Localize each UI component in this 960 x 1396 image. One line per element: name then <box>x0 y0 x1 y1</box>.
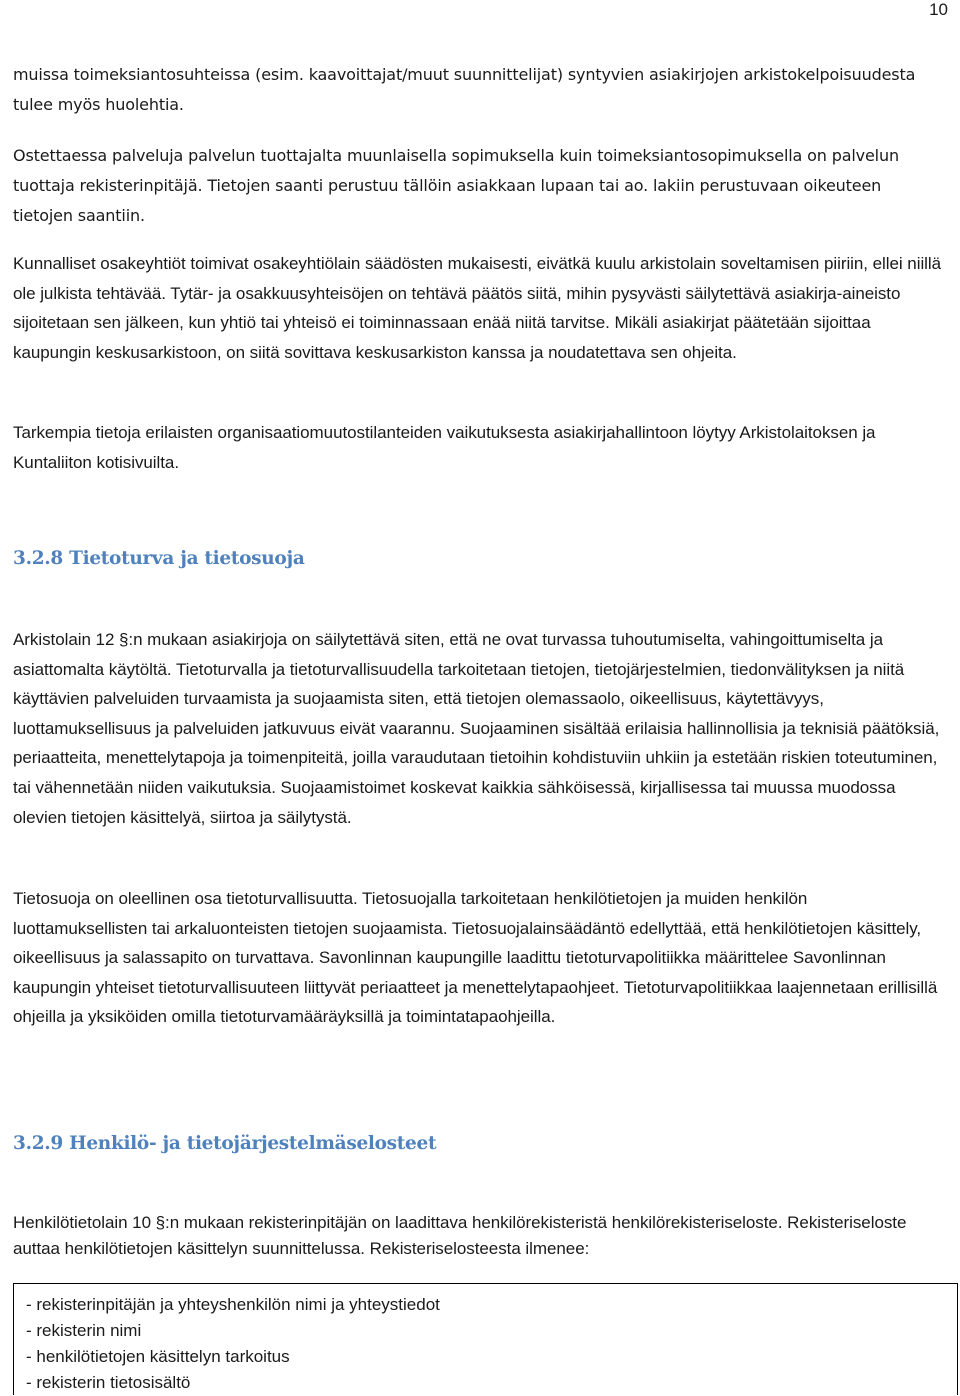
paragraph-personal-data-act: Henkilötietolain 10 §:n mukaan rekisterinpitäjän on laadittava henkilörekisteristä henkilörekisteriseloste. Rekisteriseloste auttaa henkilötietojen käsittelyn suunnittelussa. Rekisteriselosteesta ilmenee: <box>13 1213 907 1258</box>
register-contents-list <box>14 1284 957 1396</box>
list-item: - henkilötietojen käsittelyn tarkoitus <box>26 1347 290 1366</box>
list-item: - rekisterinpitäjän ja yhteyshenkilön nimi ja yhteystiedot <box>26 1295 440 1314</box>
paragraph-municipal-companies: Kunnalliset osakeyhtiöt toimivat osakeyhtiölain säädösten mukaisesti, eivätkä kuulu arkistolain soveltamisen piiriin, ellei niillä ole julkista tehtävää. Tytär- ja osakkuusyhteisöjen on tehtävä päätös siitä, mihin pysyvästi säilytettävä asiakirja-aineisto sijoitetaan sen jälkeen, kun yhtiö tai yhteisö ei toiminnassaan enää niitä tarvitse. Mikäli asiakirjat päätetään sijoittaa kaupungin keskusarkistoon, on siitä sovittava keskusarkiston kanssa ja noudatettava sen ohjeita. <box>13 254 942 362</box>
register-contents-box <box>13 1283 958 1395</box>
list-item: - rekisterin tietosisältö <box>26 1373 191 1392</box>
paragraph-data-protection: Tietosuoja on oleellinen osa tietoturvallisuutta. Tietosuojalla tarkoitetaan henkilötietojen ja muiden henkilön luottamuksellisten tai arkaluonteisten tietojen suojaamista. Tietosuojalainsäädäntö edellyttää, että henkilötietojen käsittely, oikeellisuus ja salassapito on turvattava. Savonlinnan kaupungille laadittu tietoturvapolitiikka määrittelee Savonlinnan kaupungin yhteiset tietoturvallisuuteen liittyvät periaatteet ja menettelytapaohjeet. Tietoturvapolitiikkaa laajennetaan erillisillä ohjeilla ja yksiköiden omilla tietoturvamääräyksillä ja toimintatapaohjeilla. <box>13 889 938 1027</box>
page-number: 10 <box>929 0 948 19</box>
list-item: - rekisterin nimi <box>26 1321 142 1340</box>
heading-information-security: 3.2.8 Tietoturva ja tietosuoja <box>13 548 305 569</box>
paragraph-archive-law: Arkistolain 12 §:n mukaan asiakirjoja on säilytettävä siten, että ne ovat turvassa tuhoutumiselta, vahingoittumiselta ja asiattomalta käytöltä. Tietoturvalla ja tietoturvallisuudella tarkoitetaan tietojen, tietojärjestelmien, tiedonvälityksen ja niitä käyttävien palveluiden turvaamista ja suojaamista siten, että tietojen olemassaolo, oikeellisuus, käytettävyys, luottamuksellisuus ja palveluiden jatkuvuus eivät vaarannu. Suojaaminen sisältää erilaisia hallinnollisia ja teknisiä päätöksiä, periaatteita, menettelytapoja ja toimenpiteitä, joilla varaudutaan tietoihin kohdistuviin uhkiin ja estetään riskien toteutuminen, tai vähennetään niiden vaikutuksia. Suojaamistoimet koskevat kaikkia sähköisessä, kirjallisessa tai muussa muodossa olevien tietojen käsittelyä, siirtoa ja säilytystä. <box>13 630 940 827</box>
paragraph-further-info: Tarkempia tietoja erilaisten organisaatiomuutostilanteiden vaikutuksesta asiakirjahallintoon löytyy Arkistolaitoksen ja Kuntaliiton kotisivuilta. <box>13 423 876 472</box>
paragraph-service-purchasing: Ostettaessa palveluja palvelun tuottajalta muunlaisella sopimuksella kuin toimeksiantosopimuksella on palvelun tuottaja rekisterinpitäjä. Tietojen saanti perustuu tällöin asiakkaan lupaan tai ao. lakiin perustuvaan oikeuteen tietojen saantiin. <box>13 146 899 225</box>
heading-register-descriptions: 3.2.9 Henkilö- ja tietojärjestelmäselosteet <box>13 1133 437 1154</box>
paragraph-records-archival: muissa toimeksiantosuhteissa (esim. kaavoittajat/muut suunnittelijat) syntyvien asiakirjojen arkistokelpoisuudesta tulee myös huolehtia. <box>13 65 916 114</box>
